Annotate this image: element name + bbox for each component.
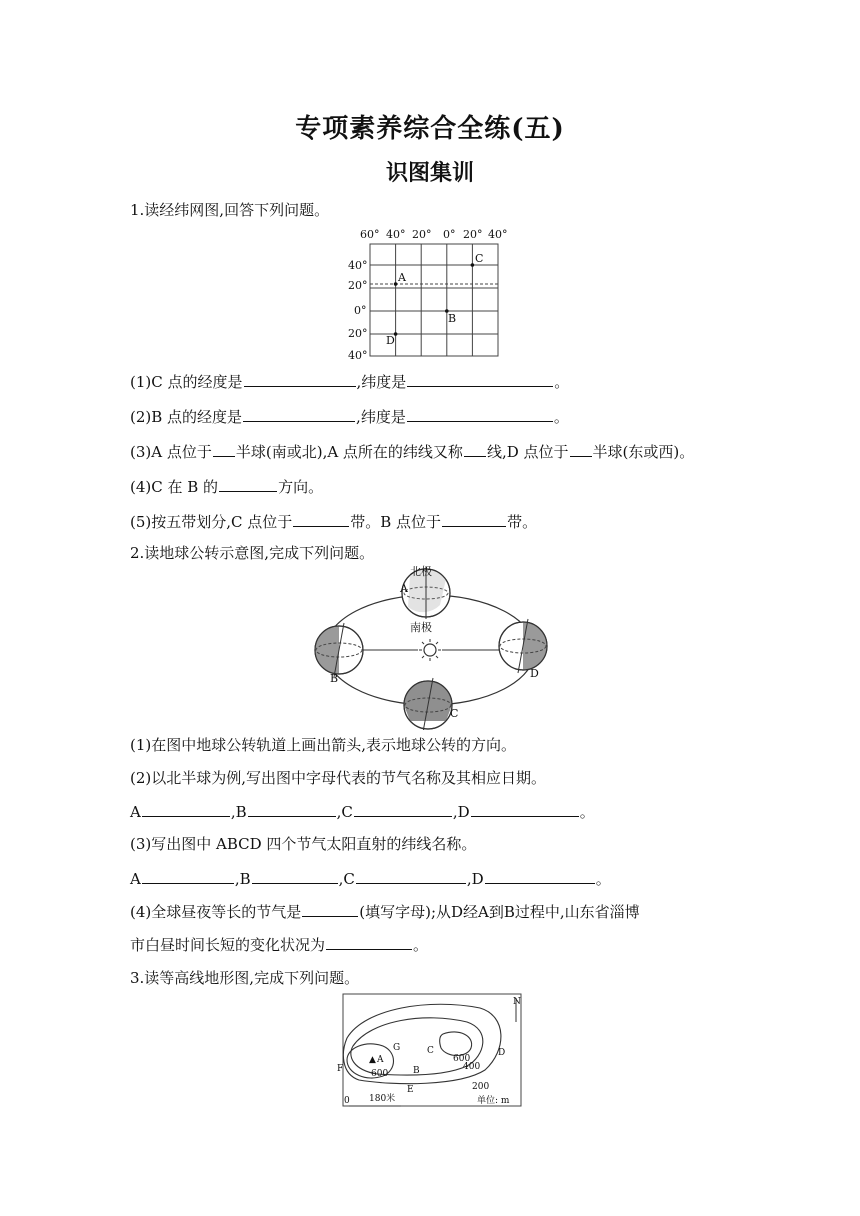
answer-blank[interactable] [244,371,356,387]
answer-blank[interactable] [213,441,235,457]
answer-blank[interactable] [485,868,595,884]
q1-sub1: (1)C 点的经度是 ,纬度是 。 [130,373,570,391]
q2-sub1: (1)在图中地球公转轨道上画出箭头,表示地球公转的方向。 [130,736,517,754]
peak-a-icon: ▲ [369,1055,376,1065]
map-label-c: C [427,1046,434,1056]
unit-label: 单位: m [477,1096,510,1106]
elevation-label: 400 [463,1062,481,1072]
map-label-a: A [377,1055,384,1065]
point-a-marker [394,282,398,286]
lon-label: 20° [412,228,432,241]
q2-sub2: (2)以北半球为例,写出图中字母代表的节气名称及其相应日期。 [130,769,547,787]
lat-label: 40° [348,259,368,272]
north-label: N [513,997,521,1007]
south-pole-label: 南极 [410,621,432,634]
lat-label: 0° [354,304,367,317]
earth-globe-b [315,623,363,677]
answer-blank[interactable] [356,868,466,884]
elevation-label: 600 [453,1054,471,1064]
page-title: 专项素养综合全练(五) [295,114,565,144]
answer-blank[interactable] [302,901,358,917]
lon-label: 40° [488,228,508,241]
lat-label: 20° [348,327,368,340]
earth-revolution-figure [300,565,560,730]
q2-sub4-line1: (4)全球昼夜等长的节气是 (填写字母);从D经A到B过程中,山东省淄博 [130,903,640,921]
q1-sub3: (3)A 点位于 半球(南或北),A 点所在的纬线又称 线,D 点位于 半球(东或西)。 [130,443,695,461]
map-label-d: D [498,1048,506,1058]
point-d-label: D [386,334,395,347]
q1-sub2: (2)B 点的经度是 ,纬度是 。 [130,408,569,426]
answer-blank[interactable] [142,868,234,884]
lon-label: 60° [360,228,380,241]
answer-blank[interactable] [293,511,349,527]
contour-map-figure [335,990,530,1110]
q2-sub3: (3)写出图中 ABCD 四个节气太阳直射的纬线名称。 [130,835,477,853]
map-label-f: F [337,1064,344,1074]
point-a-label: A [398,271,406,284]
earth-d-label: D [530,667,539,680]
earth-globe-d [499,619,547,673]
answer-blank[interactable] [471,801,579,817]
sun-icon [419,639,441,661]
earth-a-label: A [400,582,408,595]
q1-sub5: (5)按五带划分,C 点位于 带。B 点位于 带。 [130,513,538,531]
answer-blank[interactable] [570,441,592,457]
q2-stem: 2.读地球公转示意图,完成下列问题。 [130,544,375,562]
lon-label: 40° [386,228,406,241]
lat-label: 40° [348,349,368,362]
lat-lon-grid-figure [340,226,510,366]
answer-blank[interactable] [464,441,486,457]
lon-label: 20° [463,228,483,241]
answer-blank[interactable] [442,511,506,527]
elevation-label: 600 [371,1069,389,1079]
answer-blank[interactable] [354,801,452,817]
q2-sub2-answers: A ,B ,C ,D 。 [130,803,595,821]
elevation-label: 200 [472,1082,490,1092]
answer-blank[interactable] [243,406,355,422]
point-c-marker [471,263,475,267]
answer-blank[interactable] [252,868,338,884]
map-label-e: E [407,1085,414,1095]
q2-sub4-line2: 市白昼时间长短的变化状况为 。 [130,936,429,954]
point-c-label: C [475,252,484,265]
answer-blank[interactable] [326,934,412,950]
answer-blank[interactable] [142,801,230,817]
answer-blank[interactable] [407,406,553,422]
map-label-g: G [393,1043,401,1053]
answer-blank[interactable] [407,371,553,387]
q2-sub3-answers: A ,B ,C ,D 。 [130,870,611,888]
map-label-b: B [413,1066,420,1076]
scale-label: 180米 [369,1094,396,1104]
q1-sub4: (4)C 在 B 的 方向。 [130,478,324,496]
earth-b-label: B [330,672,339,685]
q3-stem: 3.读等高线地形图,完成下列问题。 [130,969,360,987]
answer-blank[interactable] [248,801,336,817]
lon-label: 0° [443,228,456,241]
earth-c-label: C [450,707,459,720]
scale-zero-label: 0 [344,1096,350,1106]
point-b-label: B [448,312,457,325]
q1-stem: 1.读经纬网图,回答下列问题。 [130,201,330,219]
earth-globe-c [404,678,452,730]
lat-label: 20° [348,279,368,292]
page-subtitle: 识图集训 [385,160,474,186]
north-pole-label: 北极 [410,565,432,578]
answer-blank[interactable] [219,476,277,492]
